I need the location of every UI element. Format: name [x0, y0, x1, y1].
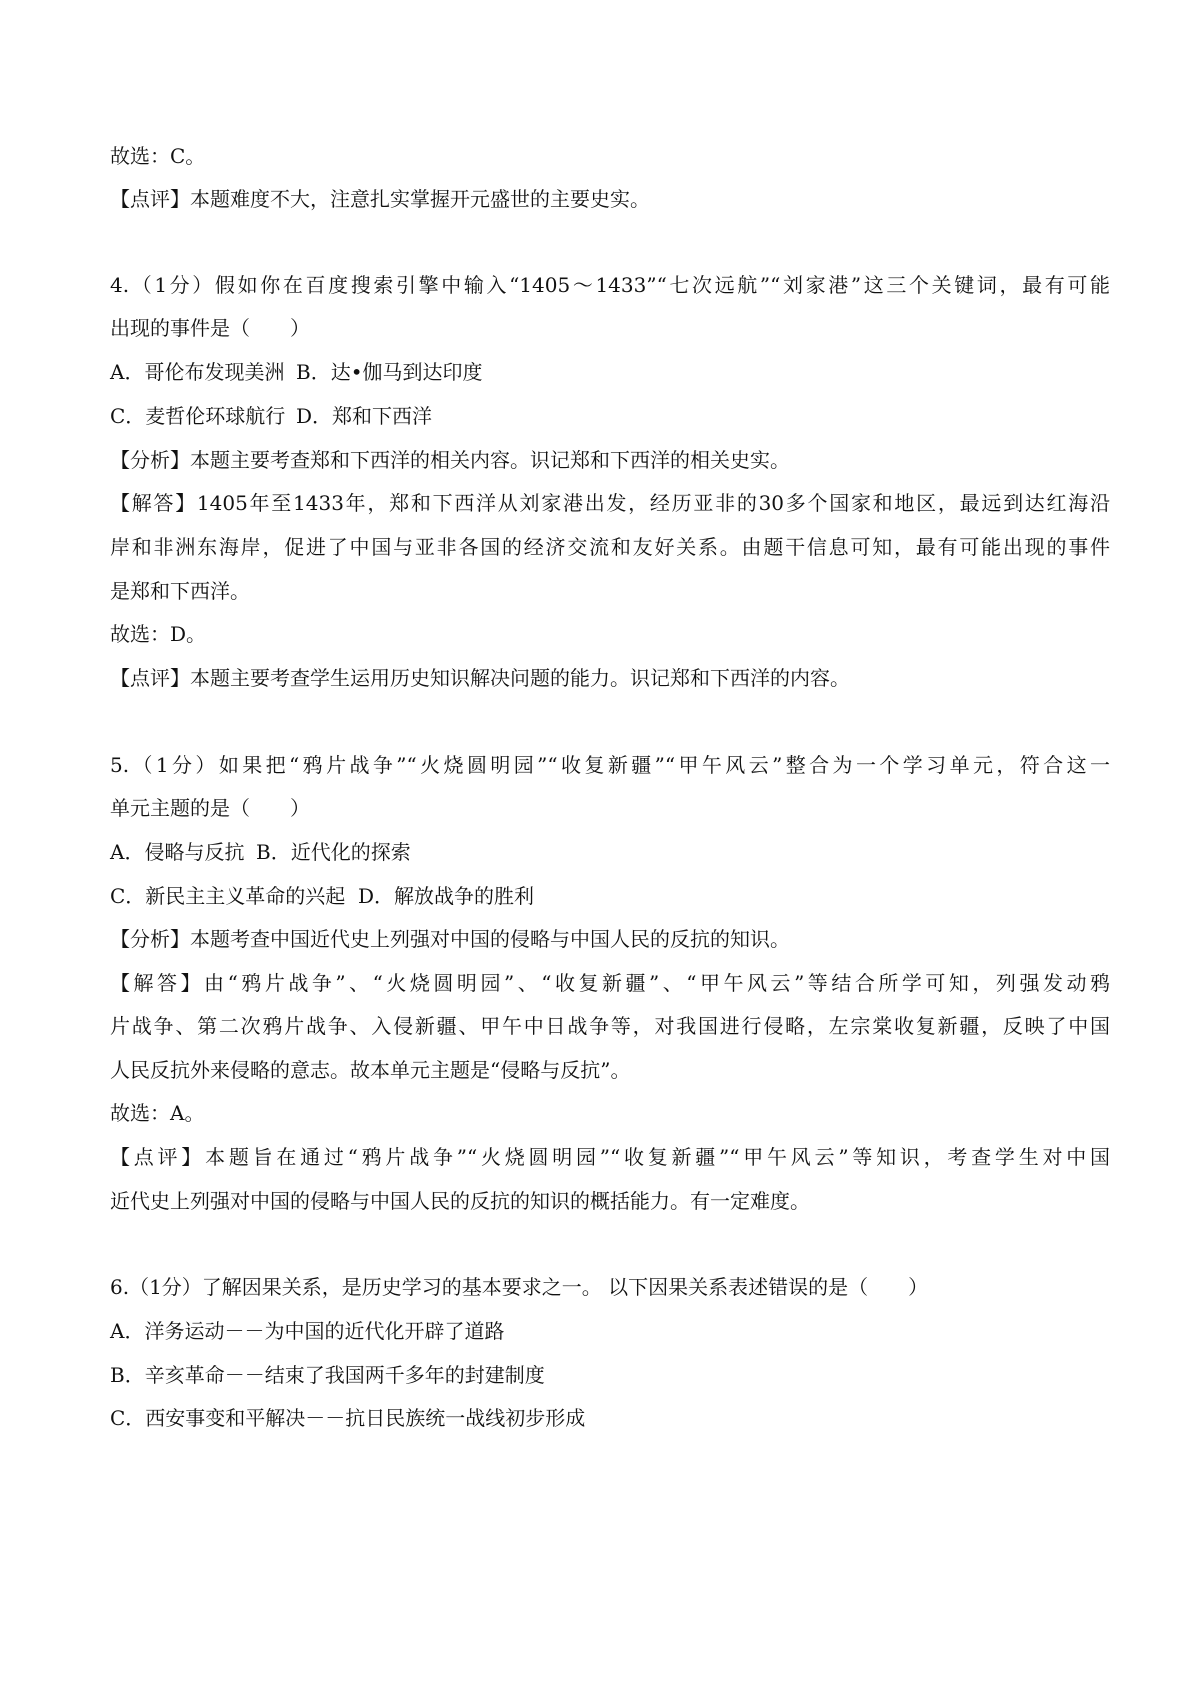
q4-options-row1 — [110, 358, 1110, 386]
q6-option-c: C．西安事变和平解决－－抗日民族统一战线初步形成 — [110, 1406, 586, 1430]
q5-solution-line1: 【解答】由“鸦片战争”、“火烧圆明园”、“收复新疆”、“甲午风云”等结合所学可知，列强发动鸦 — [110, 971, 1110, 995]
q3-comment: 【点评】本题难度不大，注意扎实掌握开元盛世的主要史实。 — [110, 187, 650, 211]
q5-stem-line2: 单元主题的是（ ） — [110, 796, 310, 820]
q4-stem-line2: 出现的事件是（ ） — [110, 316, 310, 340]
q5-option-c: C．新民主主义革命的兴起 — [110, 884, 346, 908]
q4-option-c: C．麦哲伦环球航行 — [110, 404, 286, 428]
q6-option-b: B．辛亥革命－－结束了我国两千多年的封建制度 — [110, 1363, 545, 1387]
q5-stem-line1: 5.（1分）如果把“鸦片战争”“火烧圆明园”“收复新疆”“甲午风云”整合为一个学习单元，符合这一 — [110, 753, 1110, 777]
q4-option-b: B．达•伽马到达印度 — [296, 360, 483, 384]
q4-solution-line3: 是郑和下西洋。 — [110, 579, 250, 603]
q5-analysis: 【分析】本题考查中国近代史上列强对中国的侵略与中国人民的反抗的知识。 — [110, 927, 790, 951]
q4-solution-line2: 岸和非洲东海岸，促进了中国与亚非各国的经济交流和友好关系。由题干信息可知，最有可能出现的事件 — [110, 535, 1110, 559]
q5-option-d: D．解放战争的胜利 — [358, 884, 535, 908]
q4-comment: 【点评】本题主要考查学生运用历史知识解决问题的能力。识记郑和下西洋的内容。 — [110, 666, 850, 690]
q4-solution-line1: 【解答】1405年至1433年，郑和下西洋从刘家港出发，经历亚非的30多个国家和地区，最远到达红海沿 — [110, 491, 1110, 515]
q4-options-row2 — [110, 402, 1110, 430]
q5-option-b: B．近代化的探索 — [256, 840, 411, 864]
q5-comment-line1: 【点评】本题旨在通过“鸦片战争”“火烧圆明园”“收复新疆”“甲午风云”等知识，考查学生对中国 — [110, 1145, 1110, 1169]
q4-answer: 故选：D。 — [110, 622, 207, 646]
q3-answer: 故选：C。 — [110, 144, 206, 168]
q5-option-a: A．侵略与反抗 — [110, 840, 245, 864]
q4-stem-line1: 4.（1分）假如你在百度搜索引擎中输入“1405～1433”“七次远航”“刘家港”这三个关键词，最有可能 — [110, 273, 1110, 297]
q4-option-a: A．哥伦布发现美洲 — [110, 360, 285, 384]
q5-options-row2 — [110, 882, 1110, 910]
q6-stem: 6.（1分）了解因果关系，是历史学习的基本要求之一。 以下因果关系表述错误的是（ ） — [110, 1275, 929, 1299]
q4-option-d: D．郑和下西洋 — [296, 404, 433, 428]
q5-answer: 故选：A。 — [110, 1101, 205, 1125]
q5-solution-line2: 片战争、第二次鸦片战争、入侵新疆、甲午中日战争等，对我国进行侵略，左宗棠收复新疆，反映了中国 — [110, 1014, 1110, 1038]
q6-option-a: A．洋务运动－－为中国的近代化开辟了道路 — [110, 1319, 505, 1343]
q5-comment-line2: 近代史上列强对中国的侵略与中国人民的反抗的知识的概括能力。有一定难度。 — [110, 1189, 810, 1213]
q5-options-row1 — [110, 838, 1110, 866]
q5-solution-line3: 人民反抗外来侵略的意志。故本单元主题是“侵略与反抗”。 — [110, 1058, 631, 1082]
q4-analysis: 【分析】本题主要考查郑和下西洋的相关内容。识记郑和下西洋的相关史实。 — [110, 448, 790, 472]
